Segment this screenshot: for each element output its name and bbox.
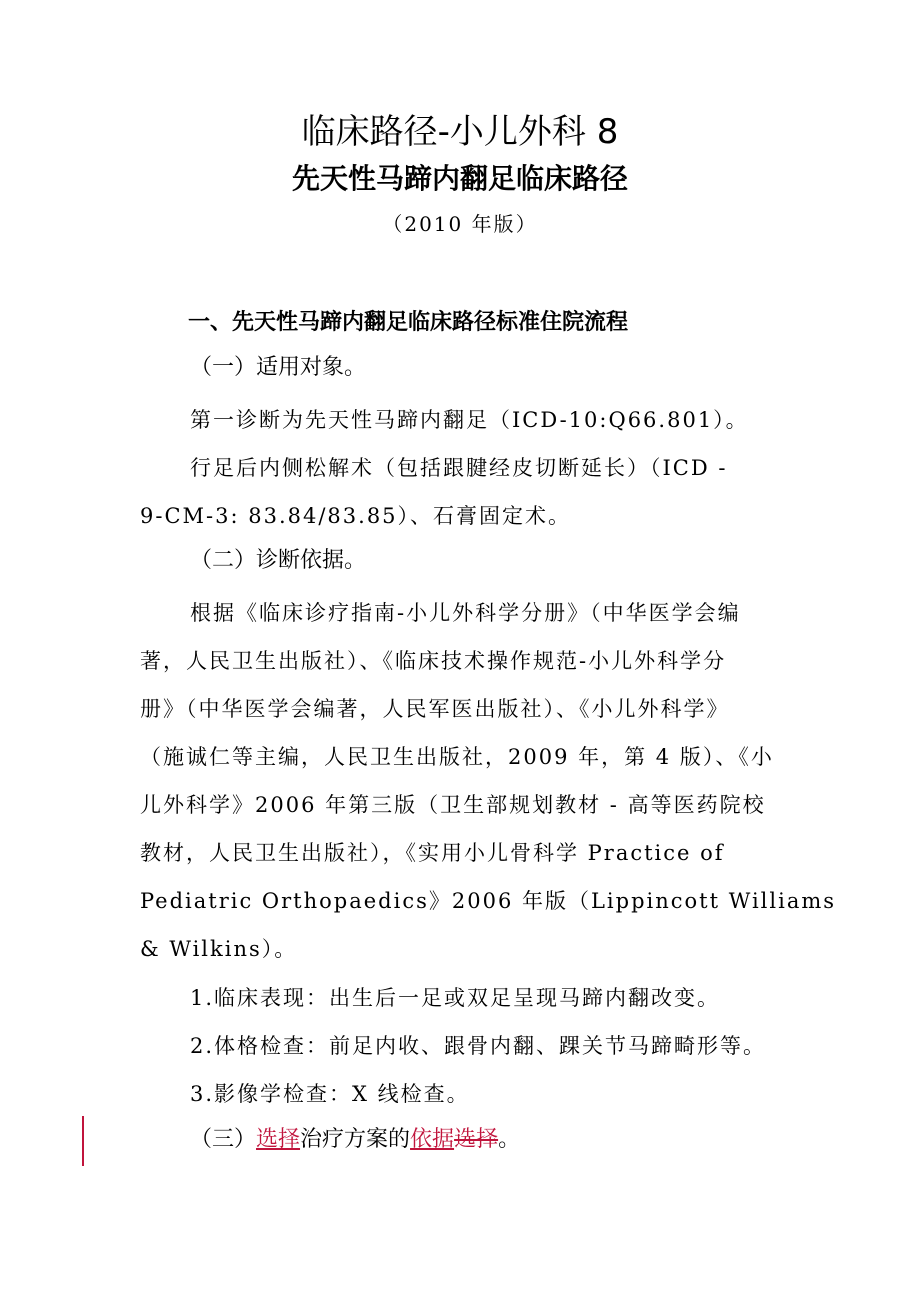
- revision-insertion: 选择: [256, 1127, 301, 1152]
- part2-heading: （二）诊断依据。: [190, 548, 367, 573]
- paragraph-line: Pediatric Orthopaedics》2006 年版（Lippincott Williams: [140, 889, 837, 913]
- paragraph-line: 著，人民卫生出版社）、《临床技术操作规范-小儿外科学分: [140, 649, 727, 673]
- part3-text: 治疗方案的: [300, 1127, 411, 1152]
- revision-insertion: 依据: [410, 1127, 455, 1152]
- part3-prefix: （三）: [190, 1127, 257, 1152]
- edition-label: （2010 年版）: [382, 212, 538, 236]
- paragraph-line: 行足后内侧松解术（包括跟腱经皮切断延长）（ICD -: [190, 456, 728, 480]
- paragraph-line: （施诚仁等主编，人民卫生出版社，2009 年，第 4 版）、《小: [140, 745, 774, 769]
- part3-suffix: 。: [498, 1127, 521, 1152]
- part1-heading: （一）适用对象。: [190, 355, 367, 380]
- revision-change-bar: [82, 1116, 84, 1166]
- section-heading: 一、先天性马蹄内翻足临床路径标准住院流程: [188, 310, 629, 335]
- paragraph-line: 册》（中华医学会编著，人民军医出版社）、《小儿外科学》: [140, 697, 730, 721]
- list-item: 2.体格检查：前足内收、跟骨内翻、踝关节马蹄畸形等。: [190, 1034, 767, 1058]
- list-item: 3.影像学检查：X 线检查。: [190, 1082, 470, 1106]
- part3-heading: [190, 1124, 520, 1156]
- paragraph-line: 第一诊断为先天性马蹄内翻足（ICD-10:Q66.801）。: [190, 408, 749, 432]
- list-item: 1.临床表现：出生后一足或双足呈现马蹄内翻改变。: [190, 986, 721, 1010]
- document-subtitle: 先天性马蹄内翻足临床路径: [291, 162, 628, 195]
- paragraph-line: 根据《临床诊疗指南-小儿外科学分册》（中华医学会编: [190, 601, 741, 625]
- paragraph-line: & Wilkins）。: [140, 937, 298, 961]
- revision-deletion: 选择: [454, 1127, 499, 1152]
- paragraph-line: 教材，人民卫生出版社），《实用小儿骨科学 Practice of: [140, 841, 725, 865]
- document-title: 临床路径-小儿外科 8: [301, 112, 619, 152]
- paragraph-line: 9-CM-3: 83.84/83.85）、石膏固定术。: [140, 504, 572, 528]
- paragraph-line: 儿外科学》2006 年第三版（卫生部规划教材 - 高等医药院校: [140, 793, 766, 817]
